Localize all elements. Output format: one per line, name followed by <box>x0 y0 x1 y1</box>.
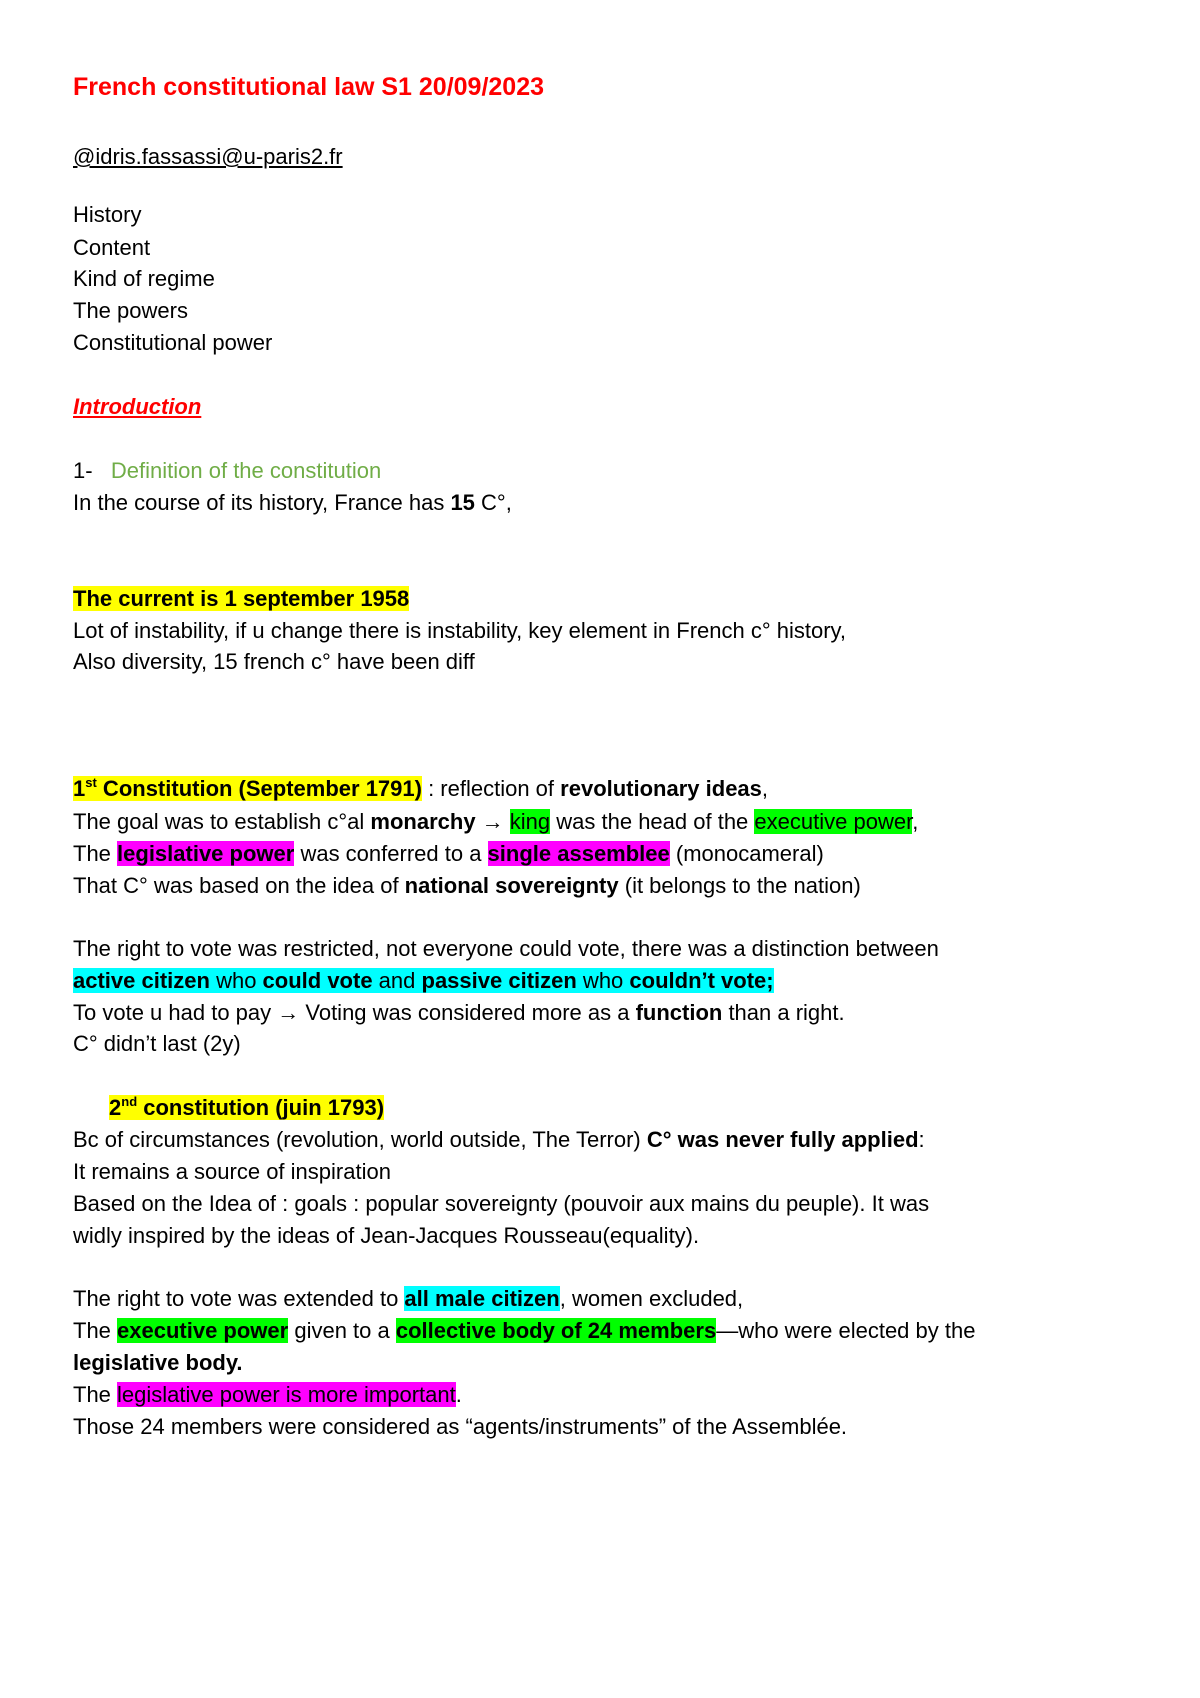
text-span: Voting was considered more as a <box>299 1000 636 1025</box>
paragraph-line: The right to vote was restricted, not everyone could vote, there was a distinction between <box>73 936 939 961</box>
bold-span: passive citizen <box>421 968 577 993</box>
text-span: (monocameral) <box>669 841 824 866</box>
text-span: , <box>761 776 769 801</box>
section-subheading: Definition of the constitution <box>110 458 382 483</box>
text-span: , women excluded, <box>559 1286 744 1311</box>
text-span: C°, <box>474 490 512 515</box>
introduction-heading: Introduction <box>73 394 202 419</box>
bold-span: legislative body. <box>73 1350 243 1375</box>
section-number: 1- <box>73 458 93 483</box>
highlight-current: The current is 1 september 1958 <box>73 586 410 611</box>
bold-span: C° was never fully applied <box>646 1127 919 1152</box>
paragraph-line <box>73 869 861 904</box>
text-span: The right to vote was extended to <box>73 1286 405 1311</box>
outline-item: Content <box>73 235 151 260</box>
text-span: 1 <box>73 776 86 801</box>
text-span: : <box>918 1127 925 1152</box>
text-span: In the course of its history, France has <box>73 490 451 515</box>
bold-span: national sovereignty <box>404 873 619 898</box>
paragraph-line <box>73 1282 743 1317</box>
text-span: Constitution (September 1791) <box>96 776 422 801</box>
paragraph-line: Based on the Idea of : goals : popular sovereignty (pouvoir aux mains du peuple). It was <box>73 1191 930 1216</box>
highlight-green: king <box>509 809 551 834</box>
paragraph-line: Lot of instability, if u change there is instability, key element in French c° history, <box>73 618 847 643</box>
highlight-magenta: single assemblee <box>487 841 670 866</box>
paragraph-line <box>73 486 512 521</box>
bold-span: monarchy <box>370 809 476 834</box>
outline-item: Constitutional power <box>73 330 273 355</box>
highlight-green: collective body of 24 members <box>395 1318 717 1343</box>
text-span: and <box>372 968 422 993</box>
text-span: than a right. <box>722 1000 845 1025</box>
text-span: —who were elected by the <box>716 1318 976 1343</box>
highlight-magenta: legislative power is more important <box>117 1382 456 1407</box>
highlight-green: executive power <box>117 1318 289 1343</box>
superscript: nd <box>121 1094 138 1109</box>
bold-span: active citizen <box>73 968 210 993</box>
paragraph-line <box>73 964 774 999</box>
highlight-cyan <box>73 968 774 993</box>
bold-span: 15 <box>450 490 475 515</box>
paragraph-line: widly inspired by the ideas of Jean-Jacques Rousseau(equality). <box>73 1223 700 1248</box>
arrow-right-icon: → <box>475 809 510 834</box>
text-span: was the head of the <box>550 809 755 834</box>
paragraph-line <box>73 805 918 840</box>
document-title: French constitutional law S1 20/09/2023 <box>73 73 545 101</box>
text-span: who <box>576 968 630 993</box>
section-1-heading <box>73 454 381 489</box>
paragraph-line: Also diversity, 15 french c° have been diff <box>73 649 475 674</box>
paragraph-line <box>73 1378 462 1413</box>
paragraph-line <box>73 1346 243 1381</box>
bold-span: could vote <box>262 968 373 993</box>
highlight-cyan: all male citizen <box>404 1286 560 1311</box>
text-span: , <box>912 809 919 834</box>
highlight-heading <box>73 776 422 801</box>
email-link[interactable]: @idris.fassassi@u-paris2.fr <box>73 144 343 169</box>
highlight-heading <box>109 1095 384 1120</box>
first-constitution-heading <box>73 772 768 807</box>
paragraph-line: C° didn’t last (2y) <box>73 1031 241 1056</box>
text-span: That C° was based on the idea of <box>73 873 405 898</box>
highlight-magenta: legislative power <box>117 841 295 866</box>
superscript: st <box>85 775 97 790</box>
paragraph-line: It remains a source of inspiration <box>73 1159 391 1184</box>
outline-item: History <box>73 202 142 227</box>
paragraph-line <box>73 996 845 1031</box>
paragraph-line <box>73 837 824 872</box>
paragraph-line <box>73 582 409 617</box>
outline-item: Kind of regime <box>73 266 215 291</box>
bold-span: revolutionary ideas <box>560 776 762 801</box>
paragraph-line <box>73 1314 975 1349</box>
text-span: The goal was to establish c°al <box>73 809 371 834</box>
second-constitution-heading <box>109 1091 384 1126</box>
arrow-right-icon: → <box>277 1000 300 1025</box>
text-span: constitution (juin 1793) <box>137 1095 385 1120</box>
paragraph-line <box>73 1123 925 1158</box>
paragraph-line: Those 24 members were considered as “agents/instruments” of the Assemblée. <box>73 1414 848 1439</box>
text-span: The <box>73 1382 118 1407</box>
text-span: who <box>209 968 263 993</box>
text-span: (it belongs to the nation) <box>618 873 861 898</box>
text-span: : reflection of <box>421 776 561 801</box>
text-span: The <box>73 1318 118 1343</box>
text-span: The <box>73 841 118 866</box>
text-span: was conferred to a <box>294 841 488 866</box>
text-span: 2 <box>109 1095 122 1120</box>
text-span: . <box>455 1382 462 1407</box>
highlight-green: executive power <box>754 809 913 834</box>
text-span: To vote u had to pay <box>73 1000 278 1025</box>
outline-item: The powers <box>73 298 188 323</box>
text-span: given to a <box>288 1318 396 1343</box>
bold-span: function <box>635 1000 723 1025</box>
bold-span: couldn’t vote; <box>629 968 774 993</box>
text-span: Bc of circumstances (revolution, world outside, The Terror) <box>73 1127 647 1152</box>
